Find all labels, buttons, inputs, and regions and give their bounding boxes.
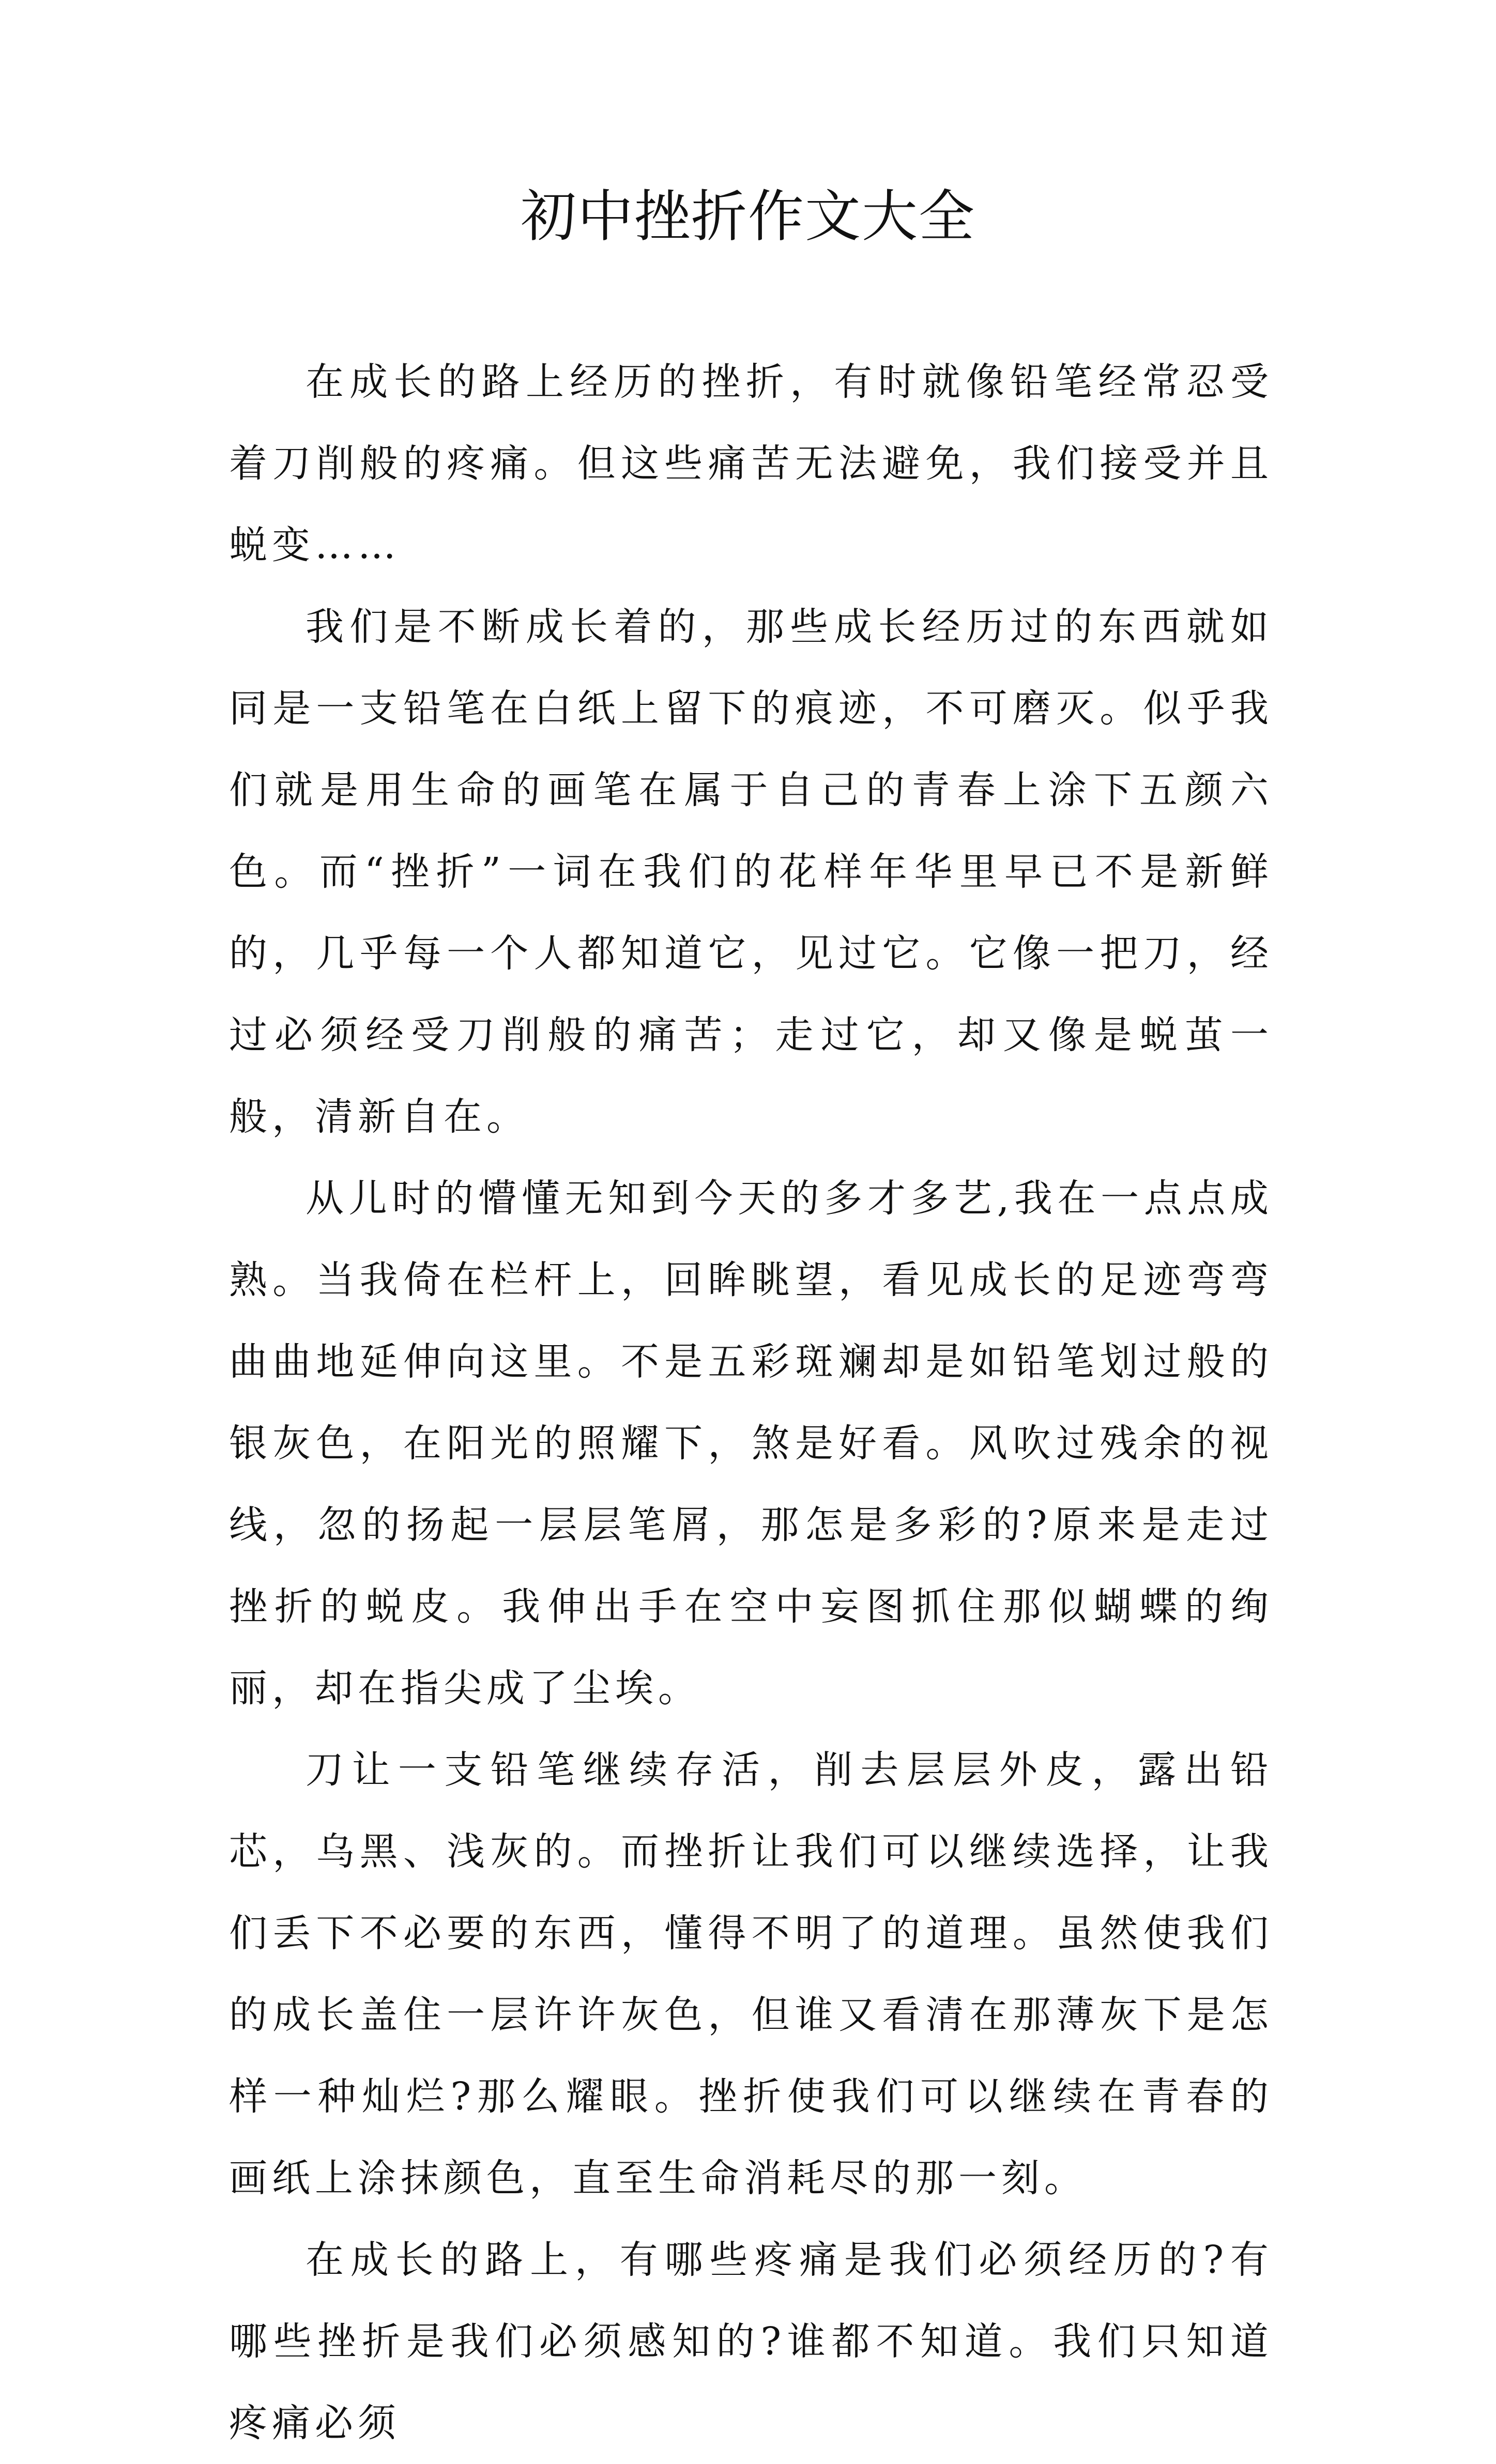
paragraph: 在成长的路上经历的挫折，有时就像铅笔经常忍受着刀削般的疼痛。但这些痛苦无法避免，我们接受并且蜕变…… [229, 360, 1273, 567]
document-title: 初中挫折作文大全 [520, 184, 975, 249]
paragraph: 我们是不断成长着的，那些成长经历过的东西就如同是一支铅笔在白纸上留下的痕迹，不可磨灭。似乎我们就是用生命的画笔在属于自己的青春上涂下五颜六色。而“挫折”一词在我们的花样年华里早已不是新鲜的，几乎每一个人都知道它，见过它。它像一把刀，经过必须经受刀削般的痛苦；走过它，却又像是蜕茧一般，清新自在。 [229, 605, 1273, 1139]
document-body [229, 341, 1273, 2464]
paragraph: 从儿时的懵懂无知到今天的多才多艺,我在一点点成熟。当我倚在栏杆上，回眸眺望，看见成长的足迹弯弯曲曲地延伸向这里。不是五彩斑斓却是如铅笔划过般的银灰色，在阳光的照耀下，煞是好看。风吹过残余的视线，忽的扬起一层层笔屑，那怎是多彩的?原来是走过挫折的蜕皮。我伸出手在空中妄图抓住那似蝴蝶的绚丽，却在指尖成了尘埃。 [229, 1176, 1273, 1711]
paragraph: 在成长的路上，有哪些疼痛是我们必须经历的?有哪些挫折是我们必须感知的?谁都不知道。我们只知道疼痛必须 [229, 2238, 1273, 2445]
paragraph: 刀让一支铅笔继续存活，削去层层外皮，露出铅芯，乌黑、浅灰的。而挫折让我们可以继续选择，让我们丢下不必要的东西，懂得不明了的道理。虽然使我们的成长盖住一层许许灰色，但谁又看清在那薄灰下是怎样一种灿烂?那么耀眼。挫折使我们可以继续在青春的画纸上涂抹颜色，直至生命消耗尽的那一刻。 [229, 1748, 1273, 2200]
